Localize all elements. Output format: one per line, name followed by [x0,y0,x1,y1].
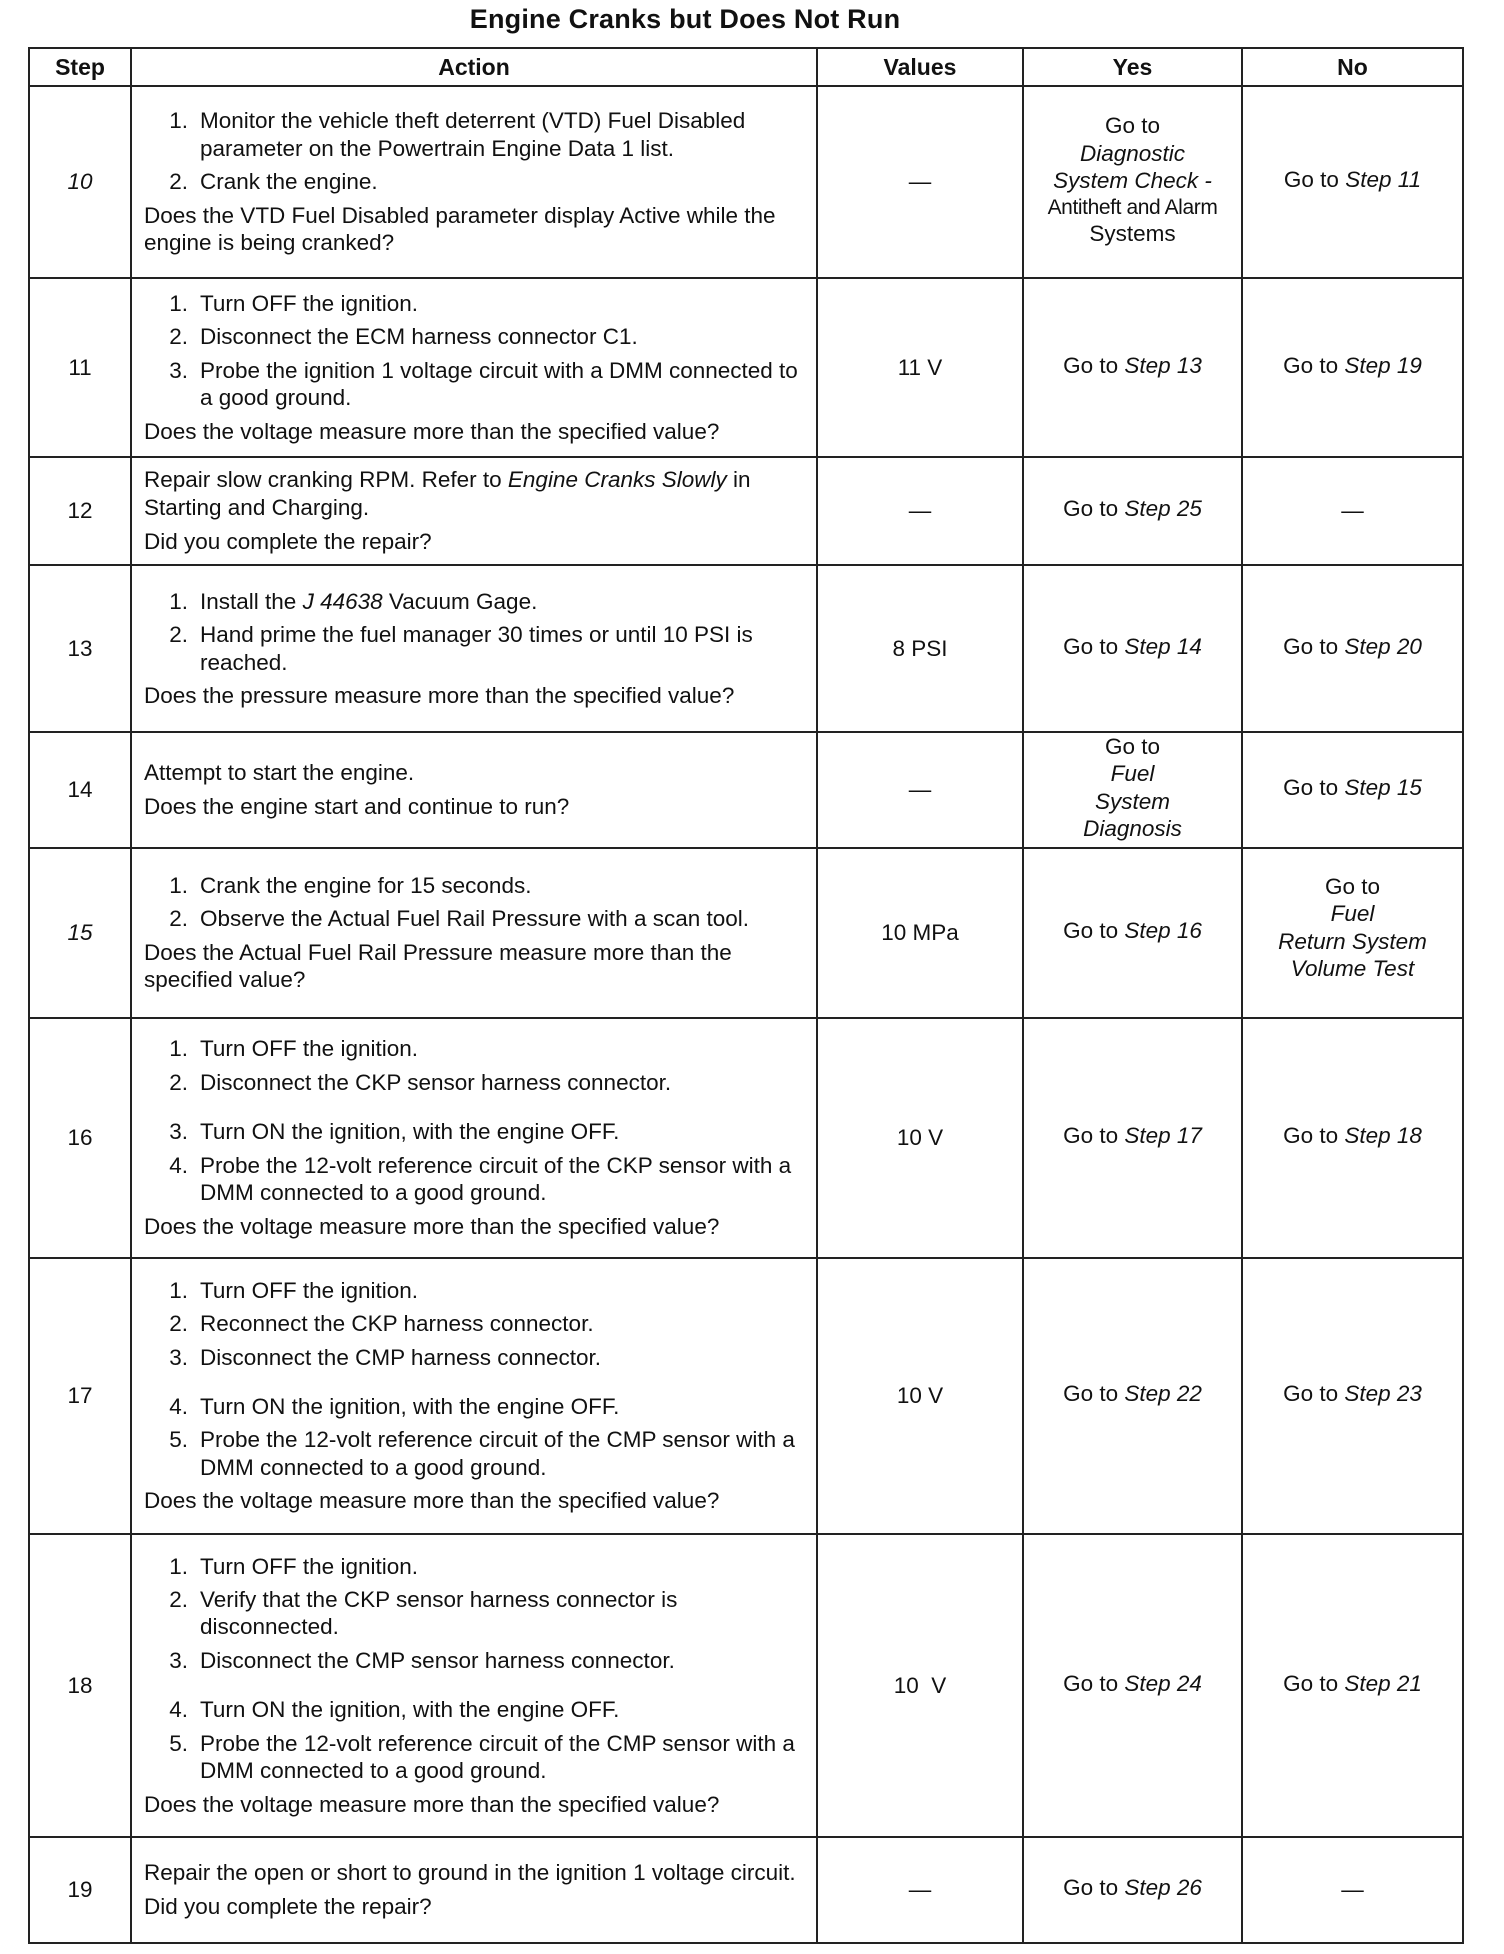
action-question: Did you complete the repair? [144,1894,432,1920]
action-cell [131,1018,817,1258]
action-cell [131,1534,817,1837]
table-row [29,1258,1463,1534]
table-row [29,565,1463,732]
action-item: 4 . Probe the 12-volt reference circuit of the CKP sensor with a DMM connected to a good ground. [144,1152,806,1207]
table-row [29,1534,1463,1837]
link-text[interactable]: Step 18 [1344,1123,1422,1149]
link-text[interactable]: System [1094,788,1170,814]
action-item: 2 . Disconnect the ECM harness connector C1. [144,323,806,350]
action-question: Does the pressure measure more than the specified value? [144,682,735,708]
yes-cell[interactable]: Go to Fuel System Diagnosis [1023,732,1242,848]
yes-cell[interactable]: Go to Step 16 [1023,848,1242,1018]
action-question: Does the Actual Fuel Rail Pressure measure more than the specified value? [144,939,732,993]
diagnostic-table [28,47,1464,1944]
action-cell [131,565,817,732]
action-question: Does the voltage measure more than the specified value? [144,418,720,444]
action-item: 4 . Turn ON the ignition, with the engine OFF. [144,1393,806,1420]
header-values: Values [817,48,1023,86]
step-number: 10 [29,86,131,278]
action-item: 3 . Turn ON the ignition, with the engine OFF. [144,1118,806,1145]
link-text[interactable]: Fuel [1330,901,1375,927]
no-cell[interactable]: Go to Step 15 [1242,732,1463,848]
value-cell: 10 MPa [817,848,1023,1018]
value-cell: 10 V [817,1258,1023,1534]
link-text[interactable]: System Check - [1053,168,1212,194]
link-text[interactable]: Step 17 [1124,1123,1202,1149]
action-cell: Repair slow cranking RPM. Refer to Engine Cranks Slowly in Starting and Charging. Did you complete the repair? [131,457,817,565]
no-cell[interactable]: Go to Step 23 [1242,1258,1463,1534]
header-action: Action [131,48,817,86]
action-question: Does the engine start and continue to run? [144,794,570,820]
action-item: 1 . Turn OFF the ignition. [144,1277,806,1304]
value-cell: — [817,732,1023,848]
header-row [29,48,1463,86]
action-cell [131,848,817,1018]
link-text[interactable]: Step 11 [1345,167,1422,193]
table-row [29,1837,1463,1943]
yes-cell[interactable]: Go to Step 22 [1023,1258,1242,1534]
action-item: 2 . Reconnect the CKP harness connector. [144,1310,806,1337]
no-cell[interactable]: Go to Step 18 [1242,1018,1463,1258]
action-item: 2 . Verify that the CKP sensor harness connector is disconnected. [144,1586,806,1641]
value-cell: — [817,86,1023,278]
table-row [29,732,1463,848]
link-text[interactable]: Step 14 [1124,633,1202,659]
action-question: Does the voltage measure more than the specified value? [144,1213,720,1239]
link-text[interactable]: Step 19 [1344,352,1422,378]
action-question: Does the voltage measure more than the specified value? [144,1791,720,1817]
action-item: 1 . Turn OFF the ignition. [144,1553,806,1580]
page-title: Engine Cranks but Does Not Run [469,4,901,34]
link-text[interactable]: Step 23 [1344,1381,1422,1407]
action-item: 3 . Disconnect the CMP sensor harness connector. [144,1647,806,1674]
link-text[interactable]: Fuel [1110,761,1155,787]
action-item: 3 . Probe the ignition 1 voltage circuit with a DMM connected to a good ground. [144,357,806,412]
action-cell: Repair the open or short to ground in the ignition 1 voltage circuit. Did you complete the repair? [131,1837,817,1943]
action-question: Does the voltage measure more than the specified value? [144,1488,720,1514]
table-row [29,848,1463,1018]
action-item: 2 . Disconnect the CKP sensor harness connector. [144,1069,806,1096]
no-cell: — [1242,457,1463,565]
action-item: 4 . Turn ON the ignition, with the engine OFF. [144,1696,806,1723]
link-text[interactable]: Step 24 [1124,1670,1202,1696]
link-text[interactable]: Step 21 [1344,1670,1422,1696]
step-number: 15 [29,848,131,1018]
action-item: 1 . Turn OFF the ignition. [144,1035,806,1062]
yes-cell[interactable]: Go to Step 14 [1023,565,1242,732]
action-item: 5 . Probe the 12-volt reference circuit of the CMP sensor with a DMM connected to a good ground. [144,1426,806,1481]
value-cell: — [817,1837,1023,1943]
table-row [29,1018,1463,1258]
yes-cell[interactable]: Go to Step 13 [1023,278,1242,457]
no-cell[interactable]: Go to Step 21 [1242,1534,1463,1837]
action-question: Does the VTD Fuel Disabled parameter display Active while the engine is being cranked? [144,202,776,256]
link-text[interactable]: Diagnosis [1083,816,1182,842]
yes-cell[interactable]: Go to Step 25 [1023,457,1242,565]
header-step: Step [29,48,131,86]
link-text[interactable]: Step 25 [1124,496,1202,522]
no-cell[interactable]: Go to Step 19 [1242,278,1463,457]
action-cell [131,278,817,457]
yes-cell[interactable]: Go to Step 17 [1023,1018,1242,1258]
action-item: 5 . Probe the 12-volt reference circuit of the CMP sensor with a DMM connected to a good ground. [144,1730,806,1785]
link-text[interactable]: Step 26 [1124,1875,1202,1901]
action-question: Did you complete the repair? [144,529,432,555]
link-text[interactable]: Return System [1278,928,1427,954]
link-text[interactable]: Diagnostic [1079,140,1186,166]
step-number: 11 [29,278,131,457]
value-cell: — [817,457,1023,565]
action-item: 1 . Monitor the vehicle theft deterrent (VTD) Fuel Disabled parameter on the Powertrain Engine Data 1 list. [144,107,806,162]
step-number: 14 [29,732,131,848]
link-text[interactable]: Step 22 [1124,1381,1202,1407]
step-number: 12 [29,457,131,565]
table-row [29,86,1463,278]
value-cell: 10 V [817,1018,1023,1258]
step-number: 13 [29,565,131,732]
reference-link[interactable]: Engine Cranks Slowly [507,467,727,493]
step-number: 17 [29,1258,131,1534]
link-text[interactable]: Step 16 [1124,918,1202,944]
action-item: 3 . Disconnect the CMP harness connector. [144,1344,806,1371]
action-item: 1 . Turn OFF the ignition. [144,290,806,317]
tool-name: J 44638 [302,588,383,614]
no-cell[interactable]: Go to Step 20 [1242,565,1463,732]
no-cell[interactable]: Go to Fuel Return System Volume Test [1242,848,1463,1018]
value-cell: 11 V [817,278,1023,457]
step-number: 16 [29,1018,131,1258]
header-no: No [1242,48,1463,86]
value-cell: 8 PSI [817,565,1023,732]
link-text[interactable]: Volume Test [1290,956,1415,982]
header-yes: Yes [1023,48,1242,86]
action-item: 2 . Hand prime the fuel manager 30 times or until 10 PSI is reached. [144,621,806,676]
no-cell[interactable]: Go to Step 11 [1242,86,1463,278]
link-text[interactable]: Step 20 [1344,633,1422,659]
link-text[interactable]: Step 15 [1344,775,1422,801]
action-item: 1 . Install the J 44638 Vacuum Gage. [144,588,806,615]
yes-cell[interactable]: Go to Step 24 [1023,1534,1242,1837]
step-number: 19 [29,1837,131,1943]
table-row [29,278,1463,457]
action-cell [131,86,817,278]
action-item: 2 . Crank the engine. [144,168,806,195]
no-cell: — [1242,1837,1463,1943]
yes-cell[interactable]: Go to Diagnostic System Check - Antitheft and Alarm Systems [1023,86,1242,278]
action-cell: Attempt to start the engine. Does the engine start and continue to run? [131,732,817,848]
yes-cell[interactable]: Go to Step 26 [1023,1837,1242,1943]
value-cell: 10 V [817,1534,1023,1837]
link-text[interactable]: Step 13 [1124,352,1202,378]
action-item: 2 . Observe the Actual Fuel Rail Pressure with a scan tool. [144,905,806,932]
action-item: 1 . Crank the engine for 15 seconds. [144,872,806,899]
table-row [29,457,1463,565]
action-cell [131,1258,817,1534]
step-number: 18 [29,1534,131,1837]
